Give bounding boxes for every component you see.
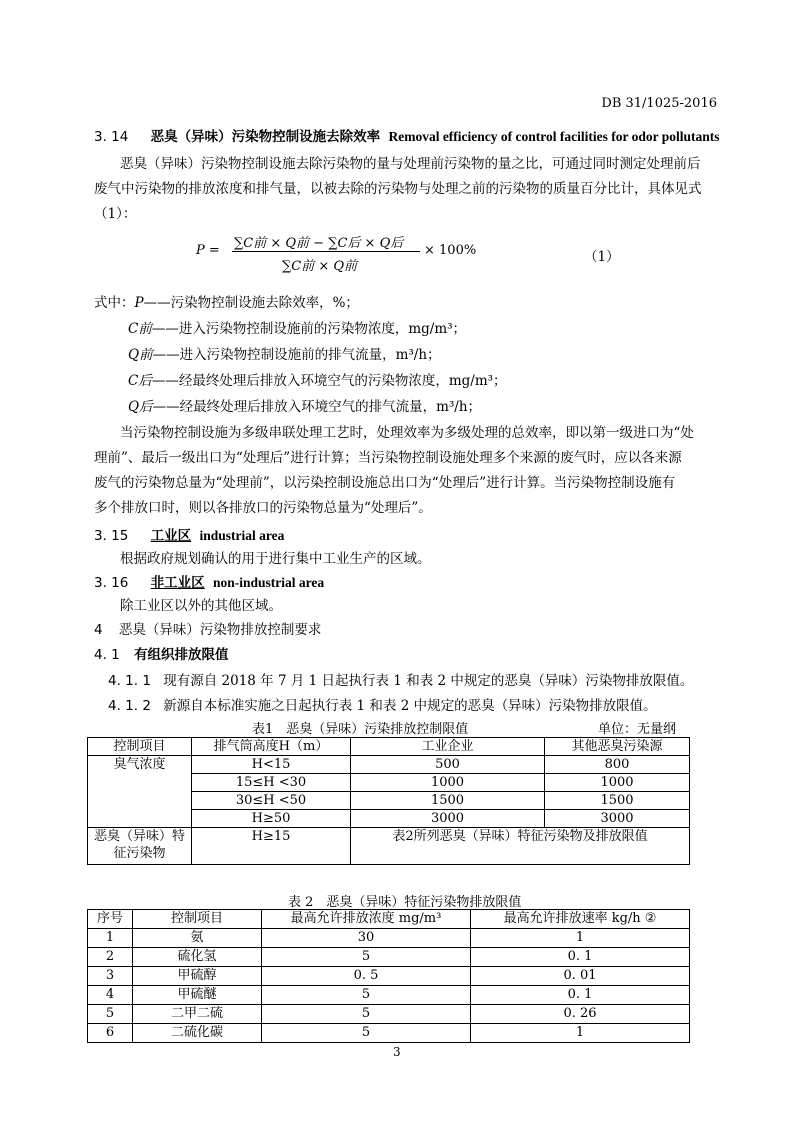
table-cell: 二硫化碳 [133,1024,262,1043]
section-number: 4. 1 [94,647,120,663]
section-number: 3. 15 [94,528,129,544]
section-4-heading [94,618,321,638]
table-cell: 表2所列恶臭（异味）特征污染物及排放限值 [351,828,690,865]
table-cell: 5 [88,1005,133,1024]
table-header-row [88,738,690,756]
table2 [87,909,690,1043]
definition-line [128,343,441,363]
table-header-cell: 其他恶臭污染源 [545,738,690,756]
symbol: C前 [128,321,152,337]
section-4-1-heading [94,643,229,663]
table-row [88,828,690,865]
clause-text: 现有源自 2018 年 7 月 1 日起执行表 1 和表 2 中规定的恶臭（异味）污染物排放限值。 [163,673,694,689]
clause-number: 4. 1. 2 [108,698,151,714]
table-cell: 1000 [545,774,690,792]
table-cell: 0. 1 [471,986,690,1005]
table-header-cell: 控制项目 [88,738,192,756]
table-cell: 500 [351,756,545,774]
table-cell: 甲硫醇 [133,967,262,986]
table-cell: H<15 [192,756,351,774]
table-cell: 15≤H <30 [192,774,351,792]
paragraph-line: 废气的污染物总量为“处理前”，以污染控制设施总出口为“处理后”进行计算。当污染物控制设施有 [94,475,676,491]
table-header-cell: 序号 [88,910,133,929]
formula-factor: × 100% [424,243,477,258]
section-title-en: non-industrial area [212,575,325,590]
clause-text: 新源自本标准实施之日起执行表 1 和表 2 中规定的恶臭（异味）污染物排放限值。 [163,698,657,714]
fraction-bar [232,251,420,252]
table-cell: 1 [471,1024,690,1043]
clause-4-1-1 [108,669,693,689]
definition-text: ——进入污染物控制设施前的污染物浓度，mg/m³； [151,321,467,337]
table-cell: 5 [262,1024,471,1043]
section-3-16-heading [94,571,324,591]
table-row [88,929,690,948]
table2-caption: 表 2 恶臭（异味）特征污染物排放限值 [288,895,522,910]
table-row [88,1024,690,1043]
symbol: C后 [128,373,152,389]
table-cell: 2 [88,948,133,967]
section-3-14-heading [94,125,720,145]
paragraph-line: 恶臭（异味）污染物控制设施去除污染物的量与处理前污染物的量之比，可通过同时测定处理前后 [120,156,701,172]
table-cell [88,828,192,865]
section-title-zh: 非工业区 [150,575,205,591]
table-cell: 30≤H <50 [192,792,351,810]
table-row [88,756,690,774]
table-cell: 800 [545,756,690,774]
table-cell: 30 [262,929,471,948]
table-cell: 1000 [351,774,545,792]
efficiency-formula [196,232,496,274]
paragraph-line: 理前”、最后一级出口为“处理后”进行计算；当污染物控制设施处理多个来源的废气时，应以各来源 [94,450,682,466]
formula-lhs: P = [196,243,220,258]
table-cell: 硫化氢 [133,948,262,967]
table-cell: 3000 [351,810,545,828]
clause-number: 4. 1. 1 [108,673,151,689]
table1-unit: 单位：无量纲 [598,722,677,737]
symbol: Q后 [128,399,153,415]
table-cell: 1500 [545,792,690,810]
definition-line [128,317,466,337]
table-cell: 臭气浓度 [88,756,192,828]
table-row [88,948,690,967]
table1 [87,737,690,865]
section-title-en: industrial area [199,528,285,543]
document-id: DB 31/1025-2016 [601,96,717,111]
cell-line: 恶臭（异味）特 [93,829,185,844]
paragraph-line: 当污染物控制设施为多级串联处理工艺时，处理效率为多级处理的总效率，即以第一级进口为“处 [120,425,694,441]
section-3-15-heading [94,524,284,544]
table-cell: H≥15 [192,828,351,865]
table1-caption: 表1 恶臭（异味）污染排放控制限值 [252,722,469,737]
paragraph-line: （1）： [94,206,137,222]
definition-line [128,395,481,415]
table-cell: 3000 [545,810,690,828]
table-cell: 0. 5 [262,967,471,986]
table-cell: 6 [88,1024,133,1043]
table-cell: 0. 26 [471,1005,690,1024]
table-header-cell: 控制项目 [133,910,262,929]
section-number: 3. 14 [94,129,129,145]
paragraph-line: 除工业区以外的其他区域。 [120,598,282,614]
table-header-cell: 排气筒高度H（m） [192,738,351,756]
table-cell: 5 [262,948,471,967]
section-title-zh: 工业区 [150,528,192,544]
table-header-cell: 工业企业 [351,738,545,756]
table-cell: 氨 [133,929,262,948]
table-header-row [88,910,690,929]
table-cell: 0. 1 [471,948,690,967]
definition-line [128,369,507,389]
symbol: P [134,295,144,311]
paragraph-line: 废气中污染物的排放浓度和排气量，以被去除的污染物与处理之前的污染物的质量百分比计，具体见式 [94,181,702,197]
table-cell: H≥50 [192,810,351,828]
section-title-en: Removal efficiency of control facilities for odor pollutants [388,129,720,144]
definition-line [94,291,359,311]
definition-text: ——经最终处理后排放入环境空气的污染物浓度，mg/m³； [151,373,507,389]
where-label: 式中： [94,295,135,311]
table-row [88,1005,690,1024]
table-row [88,967,690,986]
section-number: 3. 16 [94,575,129,591]
section-title: 有组织排放限值 [134,647,229,663]
clause-4-1-2 [108,694,657,714]
table-cell: 3 [88,967,133,986]
page-number: 3 [393,1045,401,1059]
table-cell: 1 [471,929,690,948]
definition-text: ——污染物控制设施去除效率，%； [143,295,359,311]
table-cell: 甲硫醚 [133,986,262,1005]
equation-number: （1） [584,249,620,265]
formula-numerator: ∑C前 × Q前 − ∑C后 × Q后 [234,236,404,251]
symbol: Q前 [128,347,153,363]
section-title: 恶臭（异味）污染物排放控制要求 [118,622,322,638]
table-cell: 0. 01 [471,967,690,986]
section-number: 4 [94,622,103,638]
table-cell: 4 [88,986,133,1005]
section-title-zh: 恶臭（异味）污染物控制设施去除效率 [150,129,381,145]
table-cell: 5 [262,986,471,1005]
cell-line: 征污染物 [113,846,166,861]
table-cell: 5 [262,1005,471,1024]
paragraph-line: 多个排放口时，则以各排放口的污染物总量为“处理后”。 [94,500,432,516]
table-header-cell: 最高允许排放速率 kg/h ② [471,910,690,929]
table-cell: 1500 [351,792,545,810]
formula-denominator: ∑C前 × Q前 [282,259,358,274]
table-cell: 1 [88,929,133,948]
paragraph-line: 根据政府规划确认的用于进行集中工业生产的区域。 [120,551,431,567]
definition-text: ——进入污染物控制设施前的排气流量，m³/h； [152,347,441,363]
table-row [88,986,690,1005]
table-header-cell: 最高允许排放浓度 mg/m³ [262,910,471,929]
table-cell: 二甲二硫 [133,1005,262,1024]
definition-text: ——经最终处理后排放入环境空气的排气流量，m³/h； [152,399,482,415]
